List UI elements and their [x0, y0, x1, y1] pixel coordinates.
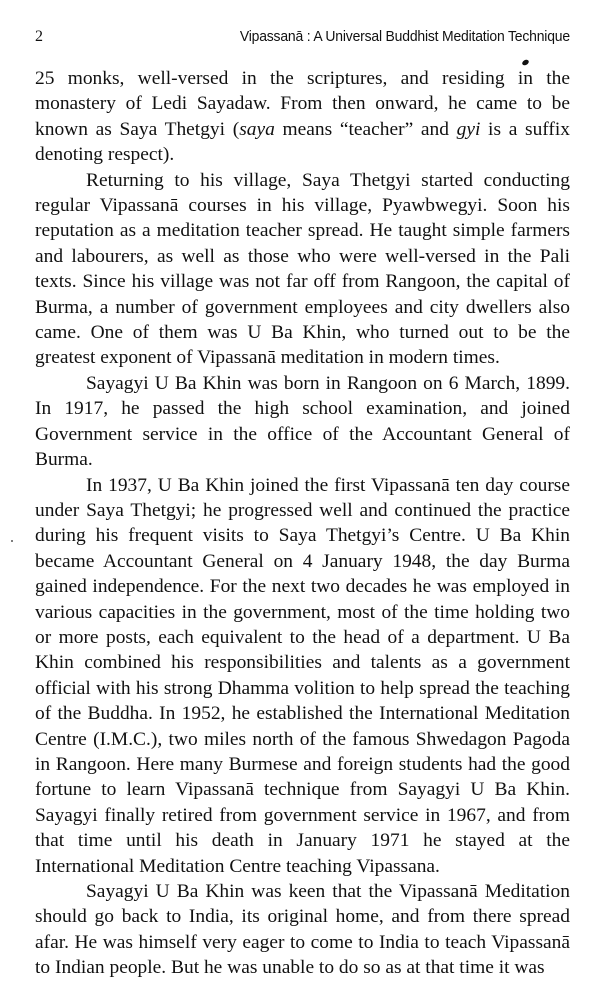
text-segment: means “teacher” and — [274, 118, 457, 140]
running-header — [35, 28, 570, 50]
running-title: Vipassanā : A Universal Buddhist Meditation Technique — [239, 28, 570, 45]
paragraph-2 — [35, 168, 570, 371]
page-number: 2 — [35, 28, 43, 45]
text-segment: In 1937, U Ba Khin joined the first Vipassanā ten day course under Saya Thetgyi; he progressed well and continued the practice during his frequent visits to Saya Thetgyi’s Centre. U Ba Khin became Accountant General on 4 January 1948, the day Burma gained independence. For the next two decades he was employed in various capacities in the government, most of the time holding two or more posts, each equivalent to the head of a department. U Ba Khin combined his responsibilities and talents as a government official with his strong Dhamma volition to help spread the teaching of the Buddha. In 1952, he established the International Meditation Centre (I.M.C.), two miles north of the famous Shwedagon Pagoda in Rangoon. Here many Burmese and foreign students had the good fortune to learn Vipassanā technique from Sayagyi U Ba Khin. Sayagyi finally retired from government service in 1967, and from that time until his death in January 1971 he stayed at the International Meditation Centre teaching Vipassana. — [35, 474, 570, 877]
paragraph-4 — [35, 473, 570, 880]
text-segment: Sayagyi U Ba Khin was keen that the Vipassanā Meditation should go back to India, its original home, and from there spread afar. He was himself very eager to come to India to teach Vipassanā to Indian people. But he was unable to do so as at that time it was — [35, 881, 570, 979]
paragraph-3 — [35, 371, 570, 473]
paragraph-5 — [35, 879, 570, 981]
text-segment: is a suffix denoting respect). — [35, 118, 571, 166]
text-segment: 25 monks, well-versed in the scriptures, and residing in the monastery of Ledi Sayadaw. From then onward, he came to be known as Saya Thetgyi ( — [35, 68, 570, 140]
page-speck — [11, 540, 13, 542]
body-text — [35, 66, 570, 981]
paragraph-1 — [35, 66, 570, 168]
text-segment: Returning to his village, Saya Thetgyi started conducting regular Vipassanā courses in his village, Pyawbwegyi. Soon his reputation as a meditation teacher spread. He taught simple farmers and labourers, as well as those who were well-versed in the Pali texts. Since his village was not far off from Rangoon, the capital of Burma, a number of government employees and city dwellers also came. One of them was U Ba Khin, who turned out to be the greatest exponent of Vipassanā meditation in modern times. — [35, 169, 570, 369]
text-segment: Sayagyi U Ba Khin was born in Rangoon on 6 March, 1899. In 1917, he passed the high school examination, and joined Government service in the office of the Accountant General of Burma. — [35, 372, 570, 471]
italic-term-gyi: gyi — [456, 118, 481, 140]
italic-term-saya: saya — [239, 118, 275, 140]
